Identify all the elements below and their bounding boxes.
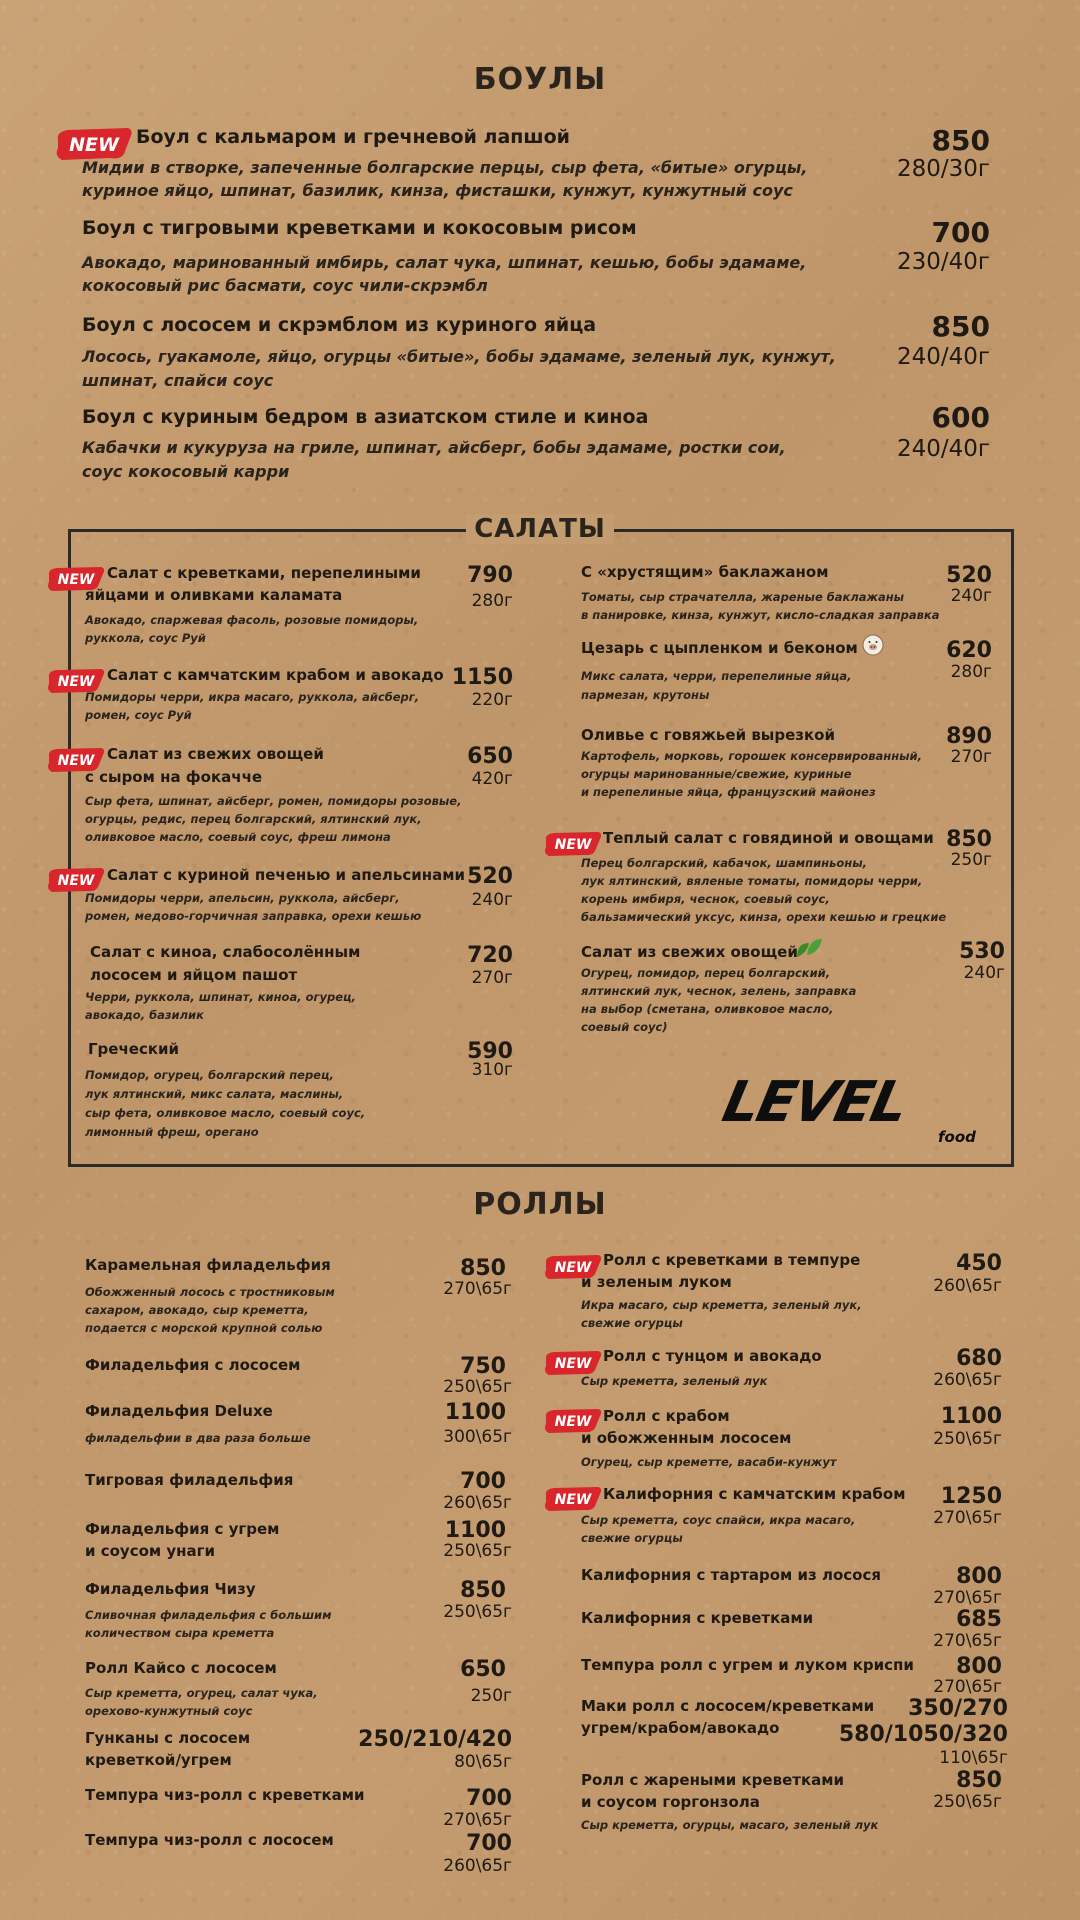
roll-name: Филадельфия Чизу (85, 1580, 256, 1598)
roll-weight: 260\65г (443, 1493, 512, 1513)
bowl-name: Боул с куриным бедром в азиатском стиле и киноа (82, 406, 649, 428)
roll-name: Гунканы с лососем (85, 1729, 251, 1747)
salad-weight: 280г (471, 591, 513, 611)
salad-price: 720 (467, 943, 513, 968)
roll-name: Темпура ролл с угрем и луком криспи (581, 1656, 914, 1674)
salad-desc-line: лук ялтинский, вяленые томаты, помидоры черри, (581, 874, 923, 888)
salad-name: Салат с киноа, слабосолённым (90, 943, 361, 961)
bowl-weight: 280/30г (897, 156, 990, 182)
salad-weight: 280г (950, 662, 992, 682)
salads-heading: САЛАТЫ (466, 514, 614, 544)
roll-price: 1100 (940, 1404, 1002, 1429)
roll-name: и соусом горгонзола (581, 1793, 760, 1811)
svg-text:NEW: NEW (57, 873, 95, 889)
roll-name: и зеленым луком (581, 1273, 732, 1291)
salad-desc-line: лимонный фреш, орегано (85, 1125, 259, 1139)
salad-name: С «хрустящим» баклажаном (581, 563, 829, 581)
roll-price: 580/1050/320 (838, 1722, 1008, 1747)
roll-weight: 260\65г (933, 1276, 1002, 1296)
roll-name: Калифорния с креветками (581, 1609, 814, 1627)
salad-weight: 270г (471, 968, 513, 988)
bowl-desc-line: Кабачки и кукуруза на гриле, шпинат, айсберг, бобы эдамаме, ростки сои, (82, 438, 786, 457)
roll-desc-line: Огурец, сыр креметте, васаби-кунжут (581, 1455, 837, 1469)
salad-desc-line: Сыр фета, шпинат, айсберг, ромен, помидоры розовые, (85, 794, 462, 808)
roll-desc-line: сахаром, авокадо, сыр креметта, (85, 1303, 309, 1317)
salad-desc-line: Авокадо, спаржевая фасоль, розовые помидоры, (85, 613, 419, 627)
roll-price: 700 (460, 1469, 506, 1494)
bowl-weight: 230/40г (897, 249, 990, 275)
brand-logo-sub: food (938, 1128, 976, 1146)
salad-name: Салат с камчатским крабом и авокадо (107, 666, 444, 684)
svg-text:NEW: NEW (554, 1356, 592, 1372)
salad-desc-line: ромен, медово-горчичная заправка, орехи кешью (85, 909, 422, 923)
roll-price: 450 (956, 1251, 1002, 1276)
roll-weight: 270\65г (933, 1677, 1002, 1697)
salad-name: лососем и яйцом пашот (90, 966, 298, 984)
salad-name: Теплый салат с говядиной и овощами (603, 829, 934, 847)
roll-price: 680 (956, 1346, 1002, 1371)
salad-desc-line: в панировке, кинза, кунжут, кисло-сладкая заправка (581, 608, 940, 622)
roll-name: Маки ролл с лососем/креветками (581, 1697, 875, 1715)
roll-name: креветкой/угрем (85, 1751, 232, 1769)
svg-text:NEW: NEW (57, 753, 95, 769)
salad-desc-line: корень имбиря, чеснок, соевый соус, (581, 892, 830, 906)
salad-price: 1150 (451, 665, 513, 690)
salad-desc-line: Перец болгарский, кабачок, шампиньоны, (581, 856, 867, 870)
bowl-name: Боул с кальмаром и гречневой лапшой (136, 126, 570, 148)
roll-desc-line: Сыр креметта, соус спайси, икра масаго, (581, 1513, 856, 1527)
roll-price: 800 (956, 1654, 1002, 1679)
roll-desc-line: количеством сыра креметта (85, 1626, 275, 1640)
bowl-weight: 240/40г (897, 436, 990, 462)
new-badge (543, 1349, 603, 1377)
roll-desc-line: Сыр креметта, зеленый лук (581, 1374, 768, 1388)
salad-price: 850 (946, 827, 992, 852)
new-badge (543, 1485, 603, 1513)
roll-weight: 270\65г (933, 1588, 1002, 1608)
salad-weight: 250г (950, 850, 992, 870)
salad-desc-line: Огурец, помидор, перец болгарский, (581, 966, 831, 980)
roll-desc-line: Сливочная филадельфия с большим (85, 1608, 332, 1622)
roll-weight: 270\65г (933, 1631, 1002, 1651)
salad-desc-line: и перепелиные яйца, французский майонез (581, 785, 876, 799)
salad-weight: 240г (471, 890, 513, 910)
roll-name: Темпура чиз-ролл с лососем (85, 1831, 334, 1849)
bowl-price: 700 (931, 216, 990, 249)
salad-desc-line: пармезан, крутоны (581, 688, 710, 702)
rolls-heading: РОЛЛЫ (473, 1187, 607, 1222)
salad-desc-line: Томаты, сыр страчателла, жареные баклажаны (581, 590, 905, 604)
svg-text:NEW: NEW (554, 1414, 592, 1430)
salad-desc-line: ялтинский лук, чеснок, зелень, заправка (581, 984, 857, 998)
roll-weight: 250\65г (443, 1602, 512, 1622)
bowl-price: 850 (931, 124, 990, 157)
roll-name: Ролл Кайсо с лососем (85, 1659, 277, 1677)
salad-name: Салат с креветками, перепелиными (107, 564, 421, 582)
roll-desc-line: свежие огурцы (581, 1531, 683, 1545)
salad-desc-line: на выбор (сметана, оливковое масло, (581, 1002, 834, 1016)
roll-desc-line: Обожженный лосось с тростниковым (85, 1285, 335, 1299)
salad-price: 790 (467, 563, 513, 588)
roll-price: 750 (460, 1354, 506, 1379)
roll-weight: 250\65г (933, 1429, 1002, 1449)
salad-price: 590 (467, 1039, 513, 1064)
brand-logo: LEVEL (717, 1070, 913, 1135)
salad-name: Оливье с говяжьей вырезкой (581, 726, 835, 744)
roll-desc-line: Сыр креметта, огурцы, масаго, зеленый лук (581, 1818, 879, 1832)
salad-desc-line: Помидор, огурец, болгарский перец, (85, 1068, 334, 1082)
salad-name: Салат с куриной печенью и апельсинами (107, 866, 466, 884)
svg-text:NEW: NEW (554, 837, 592, 853)
roll-price: 350/270 (908, 1696, 1008, 1721)
salad-weight: 240г (963, 963, 1005, 983)
salad-desc-line: лук ялтинский, микс салата, маслины, (85, 1087, 344, 1101)
roll-name: и обожженным лососем (581, 1429, 792, 1447)
salad-price: 620 (946, 638, 992, 663)
roll-name: Калифорния с камчатским крабом (603, 1485, 906, 1503)
salad-desc-line: Микс салата, черри, перепелиные яйца, (581, 669, 852, 683)
new-badge (54, 126, 134, 162)
salad-name: яйцами и оливками каламата (85, 586, 343, 604)
roll-weight: 260\65г (443, 1856, 512, 1876)
pig-icon (862, 634, 884, 656)
roll-weight: 270\65г (443, 1810, 512, 1830)
roll-name: Темпура чиз-ролл с креветками (85, 1786, 365, 1804)
salad-name: Салат из свежих овощей (581, 943, 798, 961)
salad-price: 650 (467, 744, 513, 769)
salad-weight: 240г (950, 586, 992, 606)
roll-price: 700 (466, 1831, 512, 1856)
salad-name: с сыром на фокачче (85, 768, 263, 786)
salad-desc-line: оливковое масло, соевый соус, фреш лимона (85, 830, 391, 844)
roll-name: Тигровая филадельфия (85, 1471, 294, 1489)
salad-desc-line: ромен, соус Руй (85, 708, 192, 722)
roll-price: 685 (956, 1607, 1002, 1632)
salad-name: Салат из свежих овощей (107, 745, 324, 763)
salad-desc-line: авокадо, базилик (85, 1008, 204, 1022)
roll-desc-line: Икра масаго, сыр креметта, зеленый лук, (581, 1298, 862, 1312)
salad-weight: 420г (471, 769, 513, 789)
salad-price: 520 (467, 864, 513, 889)
roll-weight: 250\65г (933, 1792, 1002, 1812)
roll-weight: 270\65г (443, 1279, 512, 1299)
bowl-name: Боул с лососем и скрэмблом из куриного яйца (82, 314, 597, 336)
new-badge (543, 830, 603, 858)
svg-text:NEW: NEW (554, 1492, 592, 1508)
salad-desc-line: сыр фета, оливковое масло, соевый соус, (85, 1106, 366, 1120)
roll-weight: 250\65г (443, 1541, 512, 1561)
salad-desc-line: Помидоры черри, апельсин, руккола, айсберг, (85, 891, 400, 905)
roll-name: Филадельфия с угрем (85, 1520, 280, 1538)
roll-desc-line: орехово-кунжутный соус (85, 1704, 253, 1718)
roll-name: Ролл с тунцом и авокадо (603, 1347, 822, 1365)
roll-desc-line: филадельфии в два раза больше (85, 1431, 311, 1445)
salad-desc-line: руккола, соус Руй (85, 631, 206, 645)
roll-weight: 110\65г (939, 1748, 1008, 1768)
bowl-desc-line: Мидии в створке, запеченные болгарские перцы, сыр фета, «битые» огурцы, (82, 158, 808, 177)
roll-price: 250/210/420 (358, 1727, 512, 1752)
svg-text:NEW: NEW (554, 1260, 592, 1276)
roll-weight: 260\65г (933, 1370, 1002, 1390)
roll-name: Филадельфия с лососем (85, 1356, 301, 1374)
roll-name: Ролл с жареными креветками (581, 1771, 845, 1789)
bowl-price: 600 (931, 401, 990, 434)
roll-price: 700 (466, 1786, 512, 1811)
bowl-desc-line: куриное яйцо, шпинат, базилик, кинза, фисташки, кунжут, кунжутный соус (82, 181, 793, 200)
svg-text:NEW: NEW (57, 572, 95, 588)
salad-desc-line: огурцы, редис, перец болгарский, ялтинский лук, (85, 812, 422, 826)
salad-price: 530 (959, 939, 1005, 964)
salad-price: 520 (946, 563, 992, 588)
leaf-icon (795, 937, 823, 959)
salad-weight: 220г (471, 690, 513, 710)
roll-name: Карамельная филадельфия (85, 1256, 331, 1274)
roll-price: 1250 (940, 1484, 1002, 1509)
bowls-heading: БОУЛЫ (473, 62, 607, 97)
svg-text:NEW: NEW (69, 134, 119, 156)
roll-name: и соусом унаги (85, 1542, 215, 1560)
bowl-desc-line: Авокадо, маринованный имбирь, салат чука, шпинат, кешью, бобы эдамаме, (82, 253, 807, 272)
bowl-desc-line: шпинат, спайси соус (82, 371, 274, 390)
bowl-desc-line: Лосось, гуакамоле, яйцо, огурцы «битые», бобы эдамаме, зеленый лук, кунжут, (82, 347, 836, 366)
salad-desc-line: Картофель, морковь, горошек консервированный, (581, 749, 922, 763)
roll-price: 1100 (444, 1518, 506, 1543)
roll-desc-line: свежие огурцы (581, 1316, 683, 1330)
salad-name: Греческий (88, 1040, 180, 1058)
salad-desc-line: бальзамический уксус, кинза, орехи кешью и грецкие (581, 910, 947, 924)
new-badge (46, 866, 106, 894)
salad-weight: 310г (471, 1060, 513, 1080)
roll-price: 800 (956, 1564, 1002, 1589)
roll-name: угрем/крабом/авокадо (581, 1719, 780, 1737)
salad-price: 890 (946, 724, 992, 749)
roll-desc-line: Сыр креметта, огурец, салат чука, (85, 1686, 318, 1700)
svg-text:NEW: NEW (57, 674, 95, 690)
bowl-desc-line: соус кокосовый карри (82, 462, 290, 481)
roll-desc-line: подается с морской крупной солью (85, 1321, 323, 1335)
salad-weight: 270г (950, 747, 992, 767)
roll-weight: 270\65г (933, 1508, 1002, 1528)
salad-desc-line: огурцы маринованные/свежие, куриные (581, 767, 852, 781)
roll-weight: 250г (470, 1686, 512, 1706)
roll-weight: 250\65г (443, 1377, 512, 1397)
roll-name: Филадельфия Deluxe (85, 1402, 273, 1420)
salad-desc-line: соевый соус) (581, 1020, 668, 1034)
roll-price: 650 (460, 1657, 506, 1682)
salad-desc-line: Черри, руккола, шпинат, киноа, огурец, (85, 990, 356, 1004)
roll-name: Калифорния с тартаром из лосося (581, 1566, 881, 1584)
bowl-weight: 240/40г (897, 344, 990, 370)
roll-weight: 80\65г (454, 1752, 512, 1772)
roll-price: 850 (460, 1256, 506, 1281)
roll-name: Ролл с крабом (603, 1407, 730, 1425)
bowl-price: 850 (931, 310, 990, 343)
roll-name: Ролл с креветками в темпуре (603, 1251, 861, 1269)
salad-name: Цезарь с цыпленком и беконом (581, 639, 858, 657)
roll-weight: 300\65г (443, 1427, 512, 1447)
roll-price: 1100 (444, 1400, 506, 1425)
bowl-name: Боул с тигровыми креветками и кокосовым рисом (82, 217, 637, 239)
bowl-desc-line: кокосовый рис басмати, соус чили-скрэмбл (82, 276, 488, 295)
salad-desc-line: Помидоры черри, икра масаго, руккола, айсберг, (85, 690, 420, 704)
roll-price: 850 (460, 1578, 506, 1603)
roll-price: 850 (956, 1768, 1002, 1793)
